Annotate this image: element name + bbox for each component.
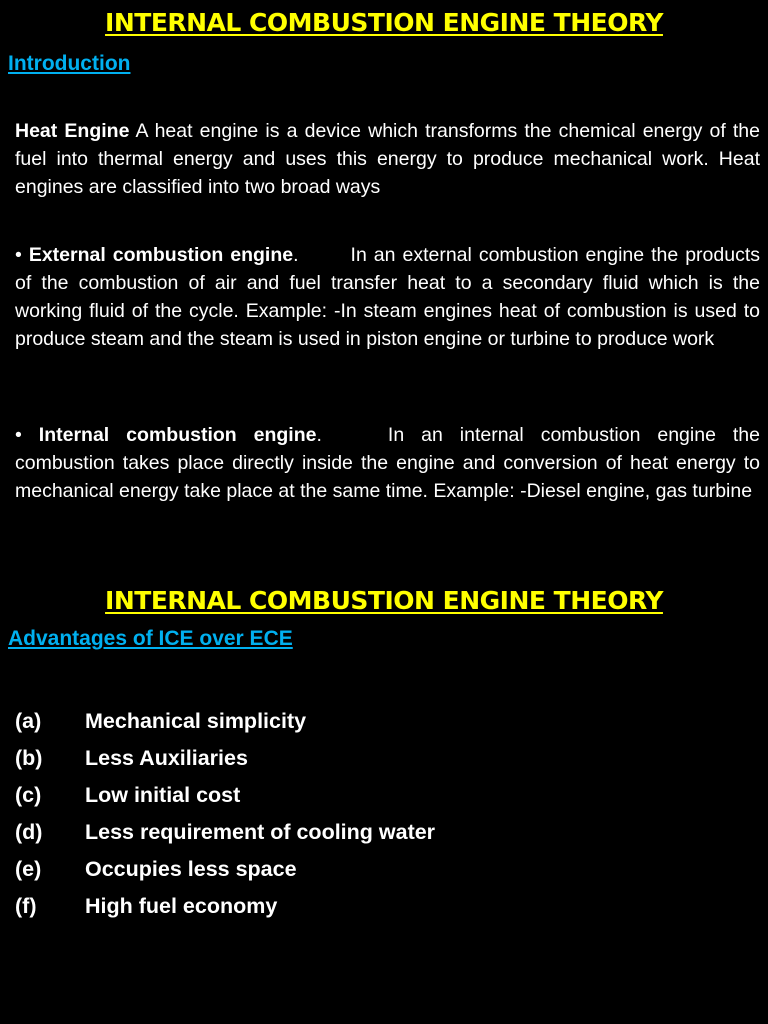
list-item-text: Less requirement of cooling water	[85, 820, 436, 844]
section-heading-introduction: Introduction	[8, 52, 131, 75]
list-item	[15, 777, 755, 814]
list-item-marker: (f)	[15, 894, 37, 918]
list-item	[15, 851, 755, 888]
list-item-text: Low initial cost	[85, 783, 241, 807]
external-combustion-paragraph	[15, 241, 760, 353]
internal-combustion-paragraph	[15, 421, 760, 505]
list-item-text: Occupies less space	[85, 857, 297, 881]
list-item-text: Less Auxiliaries	[85, 746, 248, 770]
section-heading-advantages: Advantages of ICE over ECE	[8, 627, 293, 650]
internal-combustion-definition: In an internal combustion engine the combustion takes place directly inside the engine and conversion of heat energy to mechanical energy take place at the same time. Example: -Diesel engine, gas turbine	[15, 424, 760, 502]
list-item-marker: (b)	[15, 746, 43, 770]
bullet: •	[15, 244, 22, 266]
term-period: .	[316, 424, 322, 446]
list-item	[15, 814, 755, 851]
list-item	[15, 740, 755, 777]
external-combustion-definition: In an external combustion engine the products of the combustion of air and fuel transfer heat to a secondary fluid which is the working fluid of the cycle. Example: -In steam engines heat of combustion is used to produce steam and the steam is used in piston engine or turbine to produce work	[15, 244, 760, 350]
list-item-marker: (d)	[15, 820, 43, 844]
slide-title: INTERNAL COMBUSTION ENGINE THEORY	[105, 8, 663, 37]
slide-title: INTERNAL COMBUSTION ENGINE THEORY	[105, 586, 663, 615]
advantages-list	[15, 703, 755, 925]
list-item	[15, 888, 755, 925]
heat-engine-term: Heat Engine	[15, 120, 130, 142]
term-period: .	[293, 244, 299, 266]
slide-advantages	[0, 575, 768, 1015]
list-item-text: High fuel economy	[85, 894, 278, 918]
internal-combustion-term: Internal combustion engine	[38, 424, 317, 446]
list-item-marker: (c)	[15, 783, 42, 807]
external-combustion-term: External combustion engine	[28, 244, 294, 266]
list-item-text: Mechanical simplicity	[85, 709, 307, 733]
list-item-marker: (a)	[15, 709, 42, 733]
list-item	[15, 703, 755, 740]
heat-engine-paragraph	[15, 117, 760, 201]
heat-engine-definition: A heat engine is a device which transforms the chemical energy of the fuel into thermal energy and uses this energy to produce mechanical work. Heat engines are classified into two broad ways	[15, 120, 761, 198]
list-item-marker: (e)	[15, 857, 42, 881]
bullet: •	[15, 424, 22, 446]
